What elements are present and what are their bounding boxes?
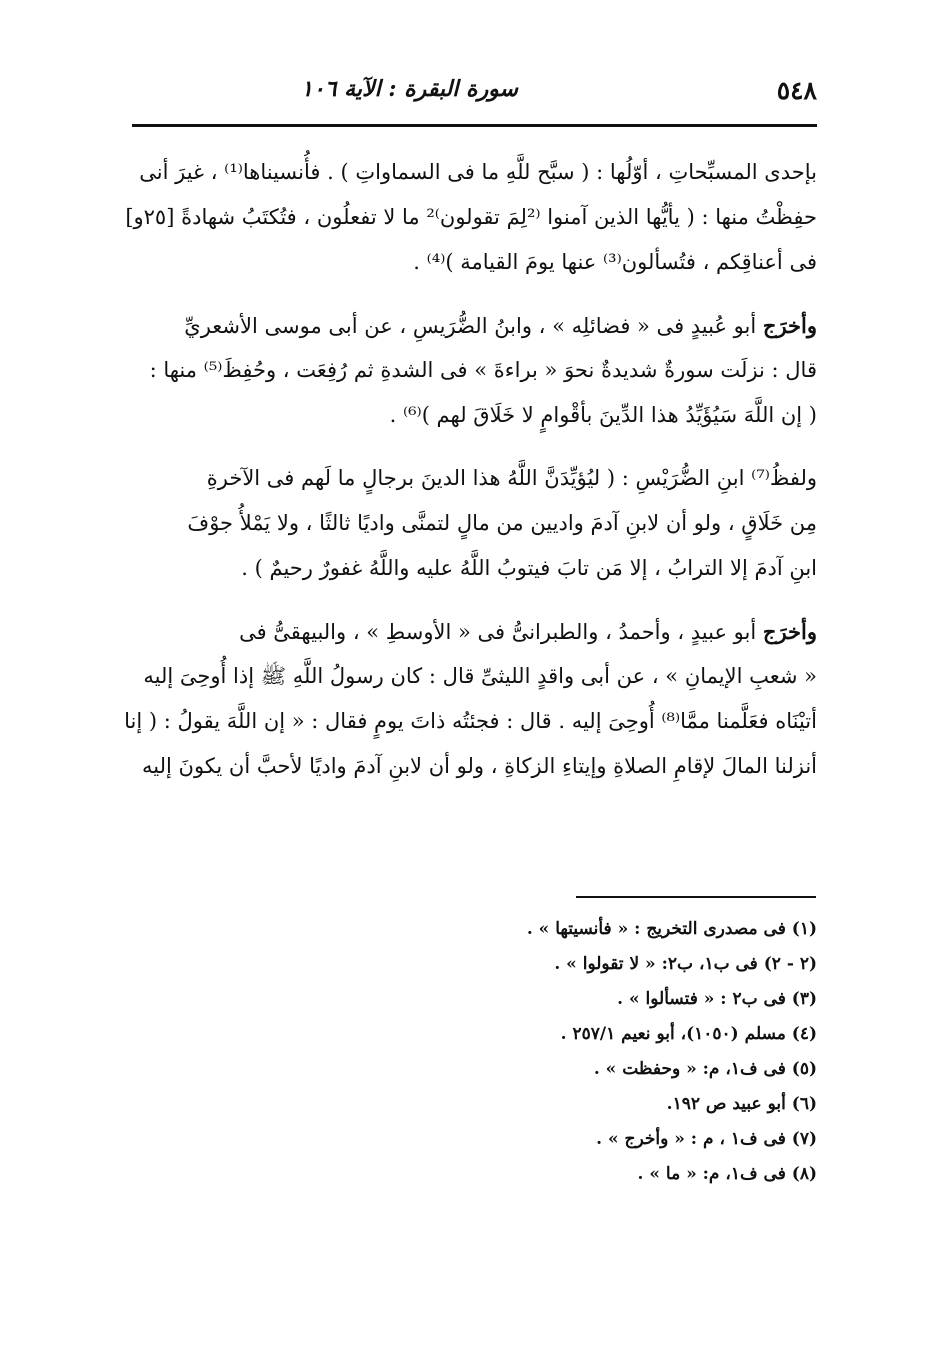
lead-word: وأخرَج xyxy=(762,619,817,644)
text-line: ابنِ آدمَ إلا الترابُ ، إلا مَن تابَ فيتوبُ اللَّهُ عليه واللَّهُ غفورٌ رحيمٌ ) . xyxy=(241,556,817,580)
footnote: (٨) فى ف١، م: « ما » . xyxy=(637,1164,817,1184)
text-line: ( إن اللَّهَ سَيُؤَيِّدُ هذا الدِّينَ بأقْوامٍ لا خَلَاقَ لهم )⁽⁶⁾ . xyxy=(389,403,817,427)
line-rest: أبو عبيدٍ ، وأحمدُ ، والطبرانىُّ فى « الأوسطِ » ، والبيهقىُّ فى xyxy=(239,620,763,644)
footnote: (٦) أبو عبيد ص ١٩٢. xyxy=(666,1094,817,1114)
text-line: أتيْنَاه فعَلَّمنا ممَّا⁽⁸⁾ أُوحِىَ إليه . قال : فجئتُه ذاتَ يومٍ فقال : « إن اللَّهَ يقولُ : ( إنا xyxy=(124,709,817,733)
header-rule xyxy=(132,124,817,127)
running-title: سورة البقرة : الآية ١٠٦ xyxy=(301,76,518,102)
text-line: بإحدى المسبِّحاتِ ، أوّلُها : ( سبَّح للَّهِ ما فى السماواتِ ) . فأُنسيناها⁽¹⁾ ، غيرَ أنى xyxy=(139,160,817,184)
page-number: ٥٤٨ xyxy=(776,76,817,105)
text-line: حفِظْتُ منها : ( يأيُّها الذين آمنوا ⁽²لِمَ تقولون⁾² ما لا تفعلُون ، فتُكتَبُ شهادةً [٢٥و] xyxy=(125,205,817,229)
footnote: (٤) مسلم (١٠٥٠)، أبو نعيم ٢٥٧/١ . xyxy=(560,1024,817,1044)
page-header xyxy=(132,72,817,116)
line-rest: أبو عُبيدٍ فى « فضائلِه » ، وابنُ الضُّرَيسِ ، عن أبى موسى الأشعريِّ xyxy=(184,314,763,338)
footnote: (٣) فى ب٢ : « فتسألوا » . xyxy=(617,989,817,1009)
lead-word: وأخرَج xyxy=(762,313,817,338)
paragraph-3 xyxy=(132,456,817,591)
text-line: أنزلنا المالَ لإقامِ الصلاةِ وإيتاءِ الزكاةِ ، ولو أن لابنِ آدمَ واديًا لأحبَّ أن يكونَ إليه xyxy=(142,754,817,778)
text-line: ولفظُ⁽⁷⁾ ابنِ الضُّرَيْسِ : ( ليُؤيِّدَنَّ اللَّهُ هذا الدينَ برجالٍ ما لَهم فى الآخرةِ xyxy=(206,466,817,490)
footnote: (٥) فى ف١، م: « وحفظت » . xyxy=(593,1059,817,1079)
footnote: (٢ - ٢) فى ب١، ب٢: « لا تقولوا » . xyxy=(554,954,817,974)
text-line: « شعبِ الإيمانِ » ، عن أبى واقدٍ الليثىِّ قال : كان رسولُ اللَّهِ ﷺ إذا أُوحِىَ إليه xyxy=(143,664,817,688)
text-line xyxy=(132,303,817,348)
paragraph-1 xyxy=(125,150,817,285)
paragraph-4 xyxy=(124,609,817,789)
text-line: فى أعناقِكم ، فتُسألون⁽³⁾ عنها يومَ القيامة )⁽⁴⁾ . xyxy=(413,250,817,274)
text-line: مِن خَلَاقٍ ، ولو أن لابنِ آدمَ واديين من مالٍ لتمنَّى واديًا ثالثًا ، ولا يَمْلأُ جوْفَ xyxy=(187,511,817,535)
footnote: (١) فى مصدرى التخريج : « فأنسيتها » . xyxy=(526,919,817,939)
text-line: قال : نزلَت سورةٌ شديدةٌ نحوَ « براءةَ » فى الشدةِ ثم رُفِعَت ، وحُفِظَ⁽⁵⁾ منها : xyxy=(149,358,817,382)
main-text xyxy=(124,150,817,807)
text-line xyxy=(132,609,817,654)
paragraph-2 xyxy=(132,303,817,438)
footnotes xyxy=(300,912,817,1192)
footnote-rule xyxy=(576,896,816,898)
footnote: (٧) فى ف١ ، م : « وأخرج » . xyxy=(596,1129,817,1149)
